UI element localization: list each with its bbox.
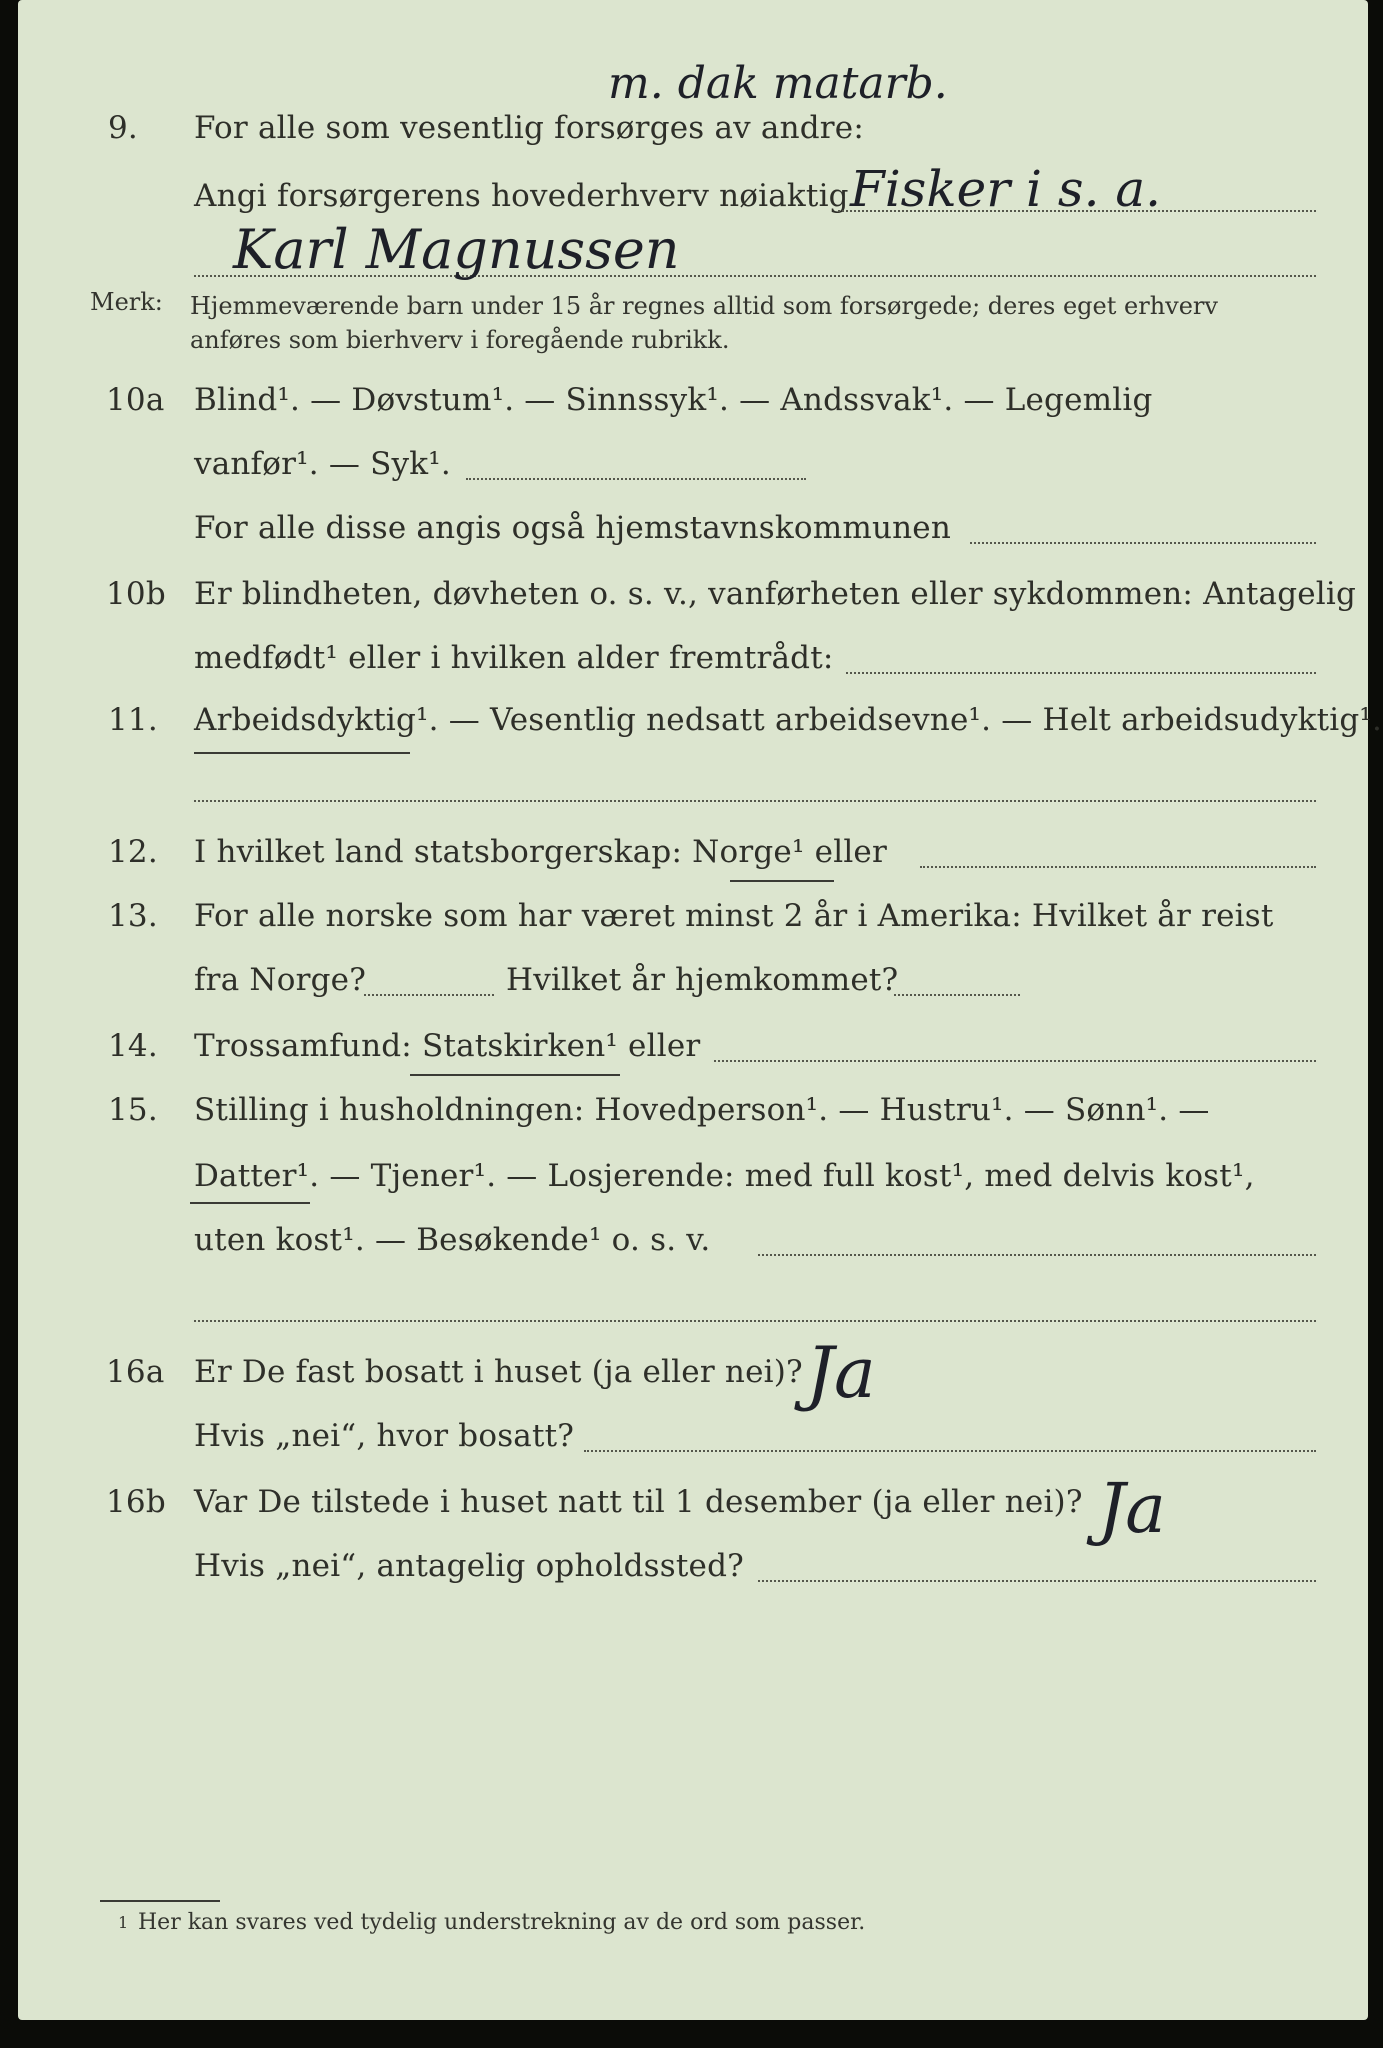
- answer-line[interactable]: [758, 1254, 1316, 1256]
- question-text: Hvis „nei“, hvor bosatt?: [194, 1418, 575, 1454]
- question-text: Arbeidsdyktig¹. — Vesentlig nedsatt arbeidsevne¹. — Helt arbeidsudyktig¹.: [194, 702, 1383, 738]
- answer-line[interactable]: [846, 672, 1316, 674]
- question-text: Trossamfund: Statskirken¹ eller: [194, 1028, 701, 1064]
- question-number: 9.: [108, 110, 138, 146]
- handwritten-answer-16a: Ja: [806, 1332, 876, 1414]
- answer-line[interactable]: [364, 994, 494, 996]
- question-number: 16a: [106, 1354, 165, 1390]
- question-text: Angi forsørgerens hovederhverv nøiaktig: [194, 178, 849, 214]
- answer-line[interactable]: [970, 542, 1316, 544]
- question-text: For alle disse angis også hjemstavnskommunen: [194, 510, 951, 546]
- answer-line[interactable]: [920, 866, 1316, 868]
- handwritten-answer-16b: Ja: [1098, 1470, 1166, 1549]
- handwritten-underline: [410, 1074, 620, 1076]
- question-number: 12.: [108, 834, 158, 870]
- question-text: uten kost¹. — Besøkende¹ o. s. v.: [194, 1222, 711, 1258]
- question-text: Er blindheten, døvheten o. s. v., vanførheten eller sykdommen: Antagelig: [194, 576, 1357, 612]
- handwritten-occupation: Fisker i s. a.: [850, 160, 1162, 218]
- question-number: 10b: [106, 576, 166, 612]
- answer-line[interactable]: [194, 1320, 1316, 1322]
- answer-line[interactable]: [758, 1580, 1316, 1582]
- answer-line[interactable]: [894, 994, 1020, 996]
- question-text: Var De tilstede i huset natt til 1 desember (ja eller nei)?: [194, 1484, 1083, 1520]
- handwritten-underline: [194, 752, 410, 754]
- question-text: For alle norske som har været minst 2 år i Amerika: Hvilket år reist: [194, 898, 1274, 934]
- answer-line[interactable]: [466, 478, 806, 480]
- note-text: anføres som bierhverv i foregående rubrikk.: [190, 326, 730, 354]
- question-text: For alle som vesentlig forsørges av andre:: [194, 110, 864, 146]
- handwritten-top-note: m. dak matarb.: [608, 58, 948, 109]
- handwritten-provider-name: Karl Magnussen: [233, 218, 680, 281]
- question-number: 11.: [108, 702, 158, 738]
- handwritten-underline: [190, 1202, 310, 1204]
- note-label: Merk:: [90, 288, 163, 316]
- question-text: Blind¹. — Døvstum¹. — Sinnssyk¹. — Andssvak¹. — Legemlig: [194, 382, 1153, 418]
- question-number: 13.: [108, 898, 158, 934]
- question-text: I hvilket land statsborgerskap: Norge¹ eller: [194, 834, 887, 870]
- footnote-rule: [100, 1900, 220, 1902]
- answer-line[interactable]: [714, 1060, 1316, 1062]
- question-text: Stilling i husholdningen: Hovedperson¹. — Hustru¹. — Sønn¹. —: [194, 1092, 1210, 1128]
- footnote-text: Her kan svares ved tydelig understrekning av de ord som passer.: [138, 1910, 866, 1935]
- question-text: medfødt¹ eller i hvilken alder fremtrådt:: [194, 640, 834, 676]
- answer-line[interactable]: [194, 800, 1316, 802]
- handwritten-underline: [730, 880, 834, 882]
- footnote-mark: 1: [118, 1913, 129, 1932]
- question-text: Hvilket år hjemkommet?: [506, 962, 899, 998]
- question-text: Hvis „nei“, antagelig opholdssted?: [194, 1548, 744, 1584]
- question-text: fra Norge?: [194, 962, 367, 998]
- question-number: 15.: [108, 1092, 158, 1128]
- census-form-page: [18, 0, 1383, 2020]
- question-number: 16b: [106, 1484, 166, 1520]
- question-number: 14.: [108, 1028, 158, 1064]
- question-text: vanfør¹. — Syk¹.: [194, 446, 451, 482]
- question-text: Datter¹. — Tjener¹. — Losjerende: med full kost¹, med delvis kost¹,: [194, 1158, 1255, 1194]
- question-text: Er De fast bosatt i huset (ja eller nei)?: [194, 1354, 803, 1390]
- question-number: 10a: [106, 382, 165, 418]
- note-text: Hjemmeværende barn under 15 år regnes alltid som forsørgede; deres eget erhverv: [190, 292, 1218, 320]
- answer-line[interactable]: [584, 1450, 1316, 1452]
